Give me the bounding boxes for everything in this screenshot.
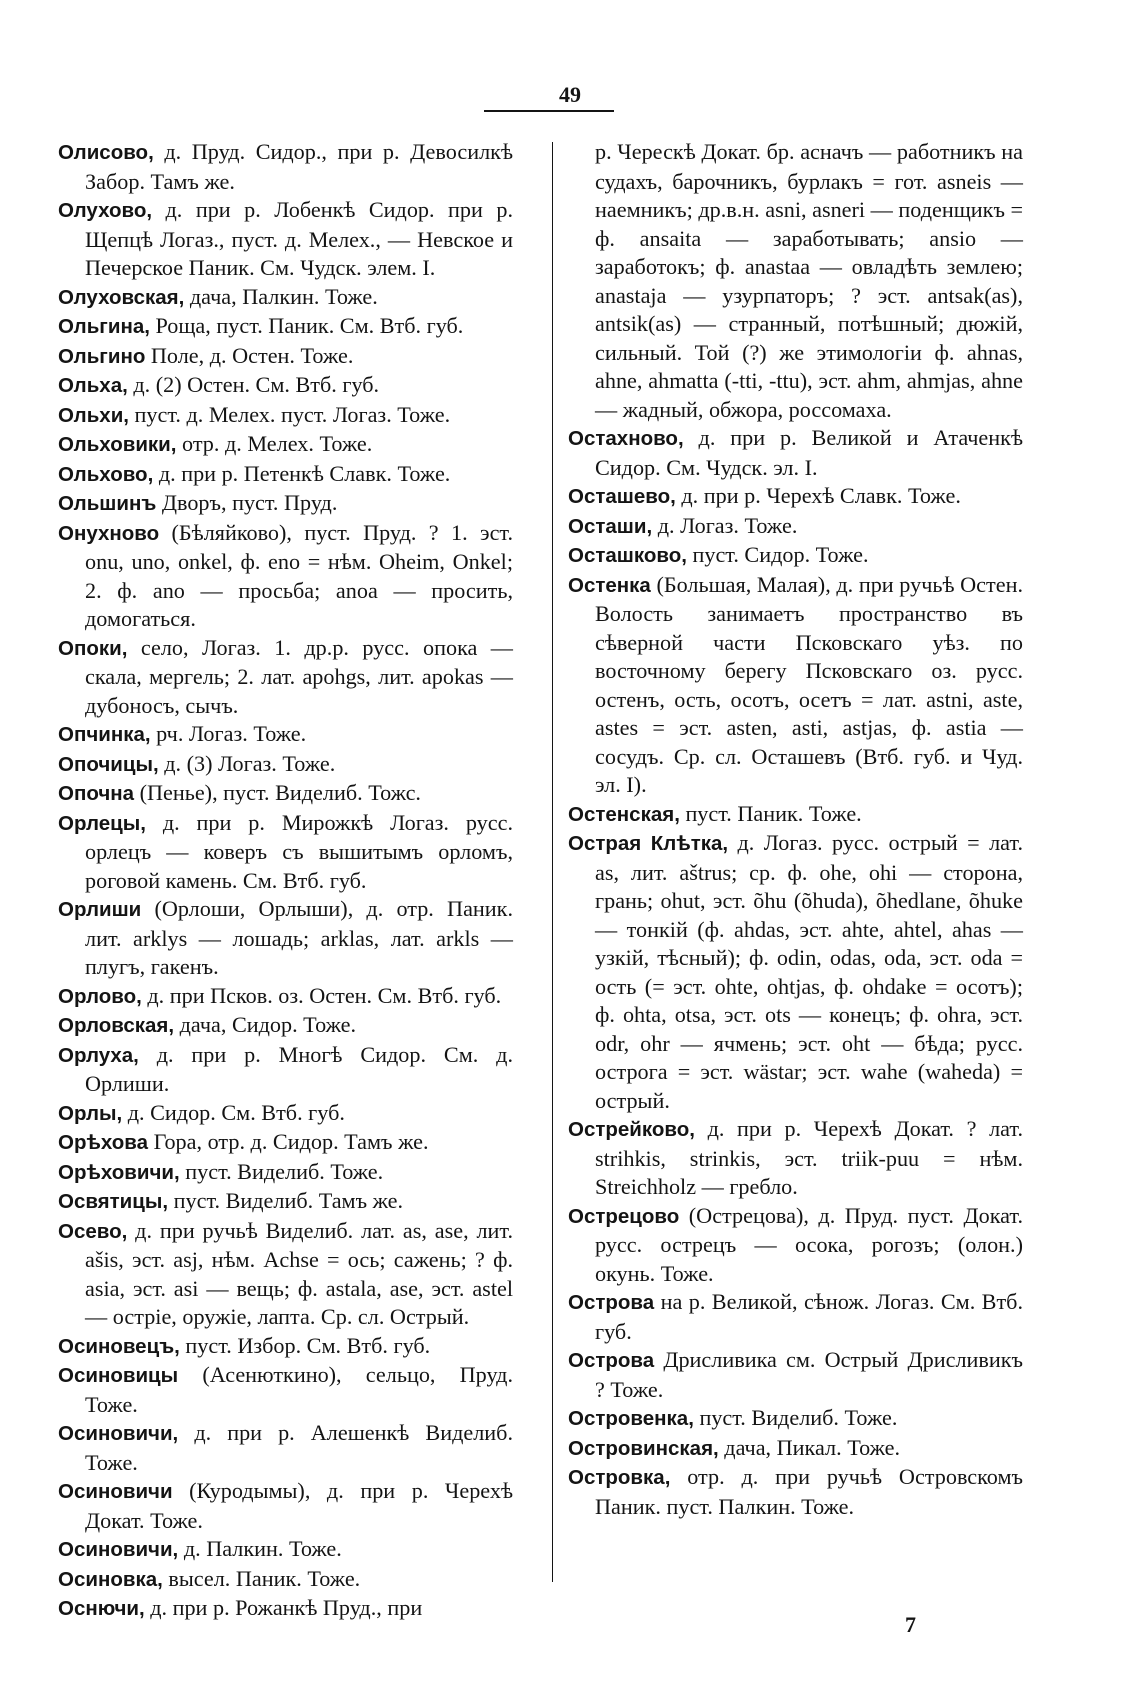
- entry-headword: Опчинка,: [58, 723, 151, 746]
- dictionary-entry: [58, 489, 513, 519]
- entry-text: на р. Великой, сѣнож. Логаз. См. Втб. губ.: [595, 1289, 1023, 1344]
- entry-text: д. Сидор. См. Втб. губ.: [122, 1099, 345, 1125]
- dictionary-entry: [58, 779, 513, 809]
- entry-headword: Орѣховичи,: [58, 1160, 180, 1184]
- entry-text: высел. Паник. Тоже.: [162, 1565, 361, 1591]
- dictionary-entry: [58, 430, 513, 460]
- dictionary-entry: [568, 1434, 1023, 1464]
- dictionary-entry: [568, 541, 1023, 571]
- dictionary-entry: [568, 424, 1023, 482]
- column-divider: [552, 142, 553, 1582]
- entry-text: (Орлоши, Орлыши), д. отр. Паник. лит. arklys — лошадь; arklas, лат. arkls — плугъ, гакенъ.: [85, 896, 513, 979]
- entry-headword: Осево,: [58, 1219, 128, 1243]
- entry-headword: Олисово,: [58, 141, 154, 164]
- entry-headword: Осиновичи,: [58, 1538, 179, 1561]
- entry-text: р. Черескѣ Докат. бр. асначъ — работникъ на судахъ, барочникъ, бурлакъ = гот. asneis — наемникъ; др.в.н. asni, asneri — поденщикъ = ф. ansaita — заработывать; ansio — заработокъ; ф. anastaa — овладѣть землею; anastaja — узурпаторъ; ? эст. antsak(as), antsik(as) — странный, потѣшный; дюжiй, сильный. Той (?) же этимологiи ф. ahnas, ahne, ahmatta (-tti, -ttu), эст. ahm, ahmjas, ahne — жадный, обжора, россомаха.: [595, 139, 1023, 422]
- entry-headword: Островка,: [568, 1466, 671, 1489]
- entry-text: (Пенье), пуст. Виделиб. Тожс.: [134, 780, 421, 805]
- entry-headword: Опочицы,: [58, 752, 159, 776]
- entry-text: дача, Сидор. Тоже.: [174, 1012, 357, 1037]
- dictionary-entry: [58, 1128, 513, 1158]
- entry-headword: Онухново: [58, 521, 160, 545]
- entry-text: (Асенюткино), сельцо, Пруд. Тоже.: [85, 1362, 513, 1417]
- entry-headword: Осиновичи,: [58, 1422, 179, 1445]
- entry-headword: Острецово: [568, 1204, 680, 1228]
- left-column: [58, 138, 513, 1624]
- dictionary-entry: [568, 1288, 1023, 1346]
- entry-text: Поле, д. Остен. Тоже.: [145, 342, 354, 368]
- entry-text: (Большая, Малая), д. при ручьѣ Остен. Волость занимаетъ пространство въ сѣверной части Псковскаго уѣз. по восточному берегу Псковскаго оз. русс. остенъ, ость, осотъ, осетъ = лат. astni, aste, astes = эст. asten, asti, astjas, ф. astia — сосудъ. Ср. сл. Осташевъ (Втб. губ. и Чуд. эл. I).: [595, 571, 1023, 797]
- entry-headword: Осиновичи: [58, 1480, 173, 1503]
- dictionary-entry: [568, 1115, 1023, 1202]
- entry-text: пуст. Паник. Тоже.: [679, 800, 862, 826]
- entry-headword: Опоки,: [58, 636, 128, 660]
- entry-text: дача, Пикал. Тоже.: [718, 1434, 901, 1460]
- entry-headword: Ольхи,: [58, 403, 129, 427]
- entry-headword: Орлы,: [58, 1101, 123, 1125]
- dictionary-entry: [58, 1187, 513, 1217]
- entry-text: (Острецова), д. Пруд. пуст. Докат. русс. острецъ — осока, рогозъ; (олон.) окунь. Тоже.: [595, 1202, 1023, 1286]
- entry-text: д. при р. Петенкѣ Славк. Тоже.: [153, 460, 451, 486]
- dictionary-entry: [58, 138, 513, 196]
- entry-text: д. при ручьѣ Виделиб. лат. as, ase, лит. ašis, эст. asj, нѣм. Achse = ось; сажень; ? ф. asia, эст. asi — вещь; ф. astala, ase, эст. astel — острiе, оружiе, лапта. Ср. сл. Острый.: [85, 1217, 513, 1329]
- dictionary-entry: [58, 720, 513, 750]
- entry-headword: Осташково,: [568, 544, 687, 567]
- entry-headword: Ольгина,: [58, 315, 150, 338]
- dictionary-entry: [568, 1202, 1023, 1289]
- entry-headword: Освятицы,: [58, 1190, 169, 1213]
- entry-text: д. при р. Черехѣ Докат. ? лат. strihkis, strinkis, эст. triik-puu = нѣм. Streichholz — гребло.: [595, 1116, 1023, 1199]
- entry-text: пуст. Виделиб. Тоже.: [179, 1158, 384, 1184]
- entry-headword: Ольха,: [58, 374, 128, 397]
- entry-text: д. при р. Лобенкѣ Сидор. при р. Щепцѣ Логаз., пуст. д. Мелех., — Невское и Печерское Паник. См. Чудск. элем. I.: [85, 197, 513, 280]
- dictionary-entry: [58, 1477, 513, 1535]
- dictionary-entry: [58, 809, 513, 896]
- header-rule: [484, 110, 614, 112]
- entry-headword: Осиновицы: [58, 1364, 179, 1387]
- entry-text: д. при р. Черехѣ Славк. Тоже.: [675, 483, 961, 508]
- entry-headword: Острова: [568, 1349, 655, 1372]
- entry-headword: Орлуха,: [58, 1043, 139, 1067]
- dictionary-entry: [568, 482, 1023, 512]
- entry-headword: Острова: [568, 1291, 655, 1314]
- entry-text: Роща, пуст. Паник. См. Втб. губ.: [149, 313, 464, 338]
- entry-text: д. при р. Многѣ Сидор. См. д. Орлиши.: [85, 1041, 513, 1096]
- dictionary-entry: [58, 196, 513, 283]
- entry-text: д. Логаз. русс. острый = лат. as, лит. aštrus; ср. ф. ohe, ohi — сторона, грань; ohut, эст. õhu (õhuda), õhedlane, õhuke — тонкiй (ф. ahdas, эст. ahte, ahtel, ahas — узкiй, тѣсный); ф. odin, odas, oda, эст. oda = ость (= эст. ohte, ohtjas, ф. ohdake = осотъ); ф. ohta, otsa, эст. ots — конецъ; ф. ohra, эст. odr, ohr — ячмень; эст. oht — бѣда; русс. острога = эст. wästar; эст. wahe (waheda) = острый.: [595, 830, 1023, 1113]
- entry-text: пуст. Избор. См. Втб. губ.: [179, 1332, 431, 1358]
- entry-headword: Осиновка,: [58, 1567, 163, 1591]
- entry-text: отр. д. при ручьѣ Островскомъ Паник. пуст. Палкин. Тоже.: [595, 1464, 1023, 1519]
- entry-text: отр. д. Мелех. Тоже.: [176, 431, 373, 456]
- entry-headword: Острейково,: [568, 1118, 695, 1141]
- dictionary-entry: [58, 634, 513, 721]
- dictionary-entry: [568, 800, 1023, 830]
- dictionary-entry: [58, 1419, 513, 1477]
- entry-headword: Ольховики,: [58, 433, 177, 456]
- entry-headword: Острая Клѣтка,: [568, 832, 729, 855]
- dictionary-entry: [58, 371, 513, 401]
- page-number: 49: [559, 82, 581, 107]
- entry-text: д. (3) Логаз. Тоже.: [158, 750, 336, 776]
- entry-text: пуст. Виделиб. Тамъ же.: [168, 1188, 404, 1213]
- entry-headword: Олухово,: [58, 199, 153, 222]
- entry-headword: Орлово,: [58, 984, 142, 1008]
- dictionary-entry: [568, 138, 1023, 424]
- entry-text: (Бѣляйково), пуст. Пруд. ? 1. эст. onu, uno, onkel, ф. eno = нѣм. Oheim, Onkel; 2. ф. ano — просьба; anoa — просить, домогаться.: [85, 519, 513, 631]
- entry-text: Дворъ, пуст. Пруд.: [156, 490, 338, 515]
- dictionary-entry: [58, 750, 513, 780]
- dictionary-entry: [58, 1565, 513, 1595]
- dictionary-entry: [58, 519, 513, 634]
- dictionary-entry: [58, 1158, 513, 1188]
- entry-headword: Островинская,: [568, 1436, 719, 1460]
- entry-headword: Ольхово,: [58, 462, 154, 486]
- dictionary-entry: [568, 512, 1023, 542]
- entry-text: д. при Псков. оз. Остен. См. Втб. губ.: [141, 982, 502, 1008]
- entry-headword: Осташево,: [568, 485, 676, 508]
- dictionary-entry: [58, 1361, 513, 1419]
- dictionary-entry: [58, 1594, 513, 1624]
- entry-headword: Оснючи,: [58, 1597, 145, 1620]
- entry-text: д. Пруд. Сидор., при р. Девосилкѣ Забор. Тамъ же.: [85, 139, 513, 194]
- dictionary-entry: [58, 1099, 513, 1129]
- entry-text: д. Палкин. Тоже.: [178, 1536, 342, 1561]
- dictionary-entry: [58, 460, 513, 490]
- dictionary-entry: [568, 1463, 1023, 1521]
- dictionary-entry: [58, 312, 513, 342]
- entry-text: д. Логаз. Тоже.: [652, 512, 798, 538]
- entry-text: д. при р. Алешенкѣ Виделиб. Тоже.: [85, 1420, 513, 1475]
- signature-mark: 7: [905, 1612, 916, 1637]
- entry-headword: Ольшинъ: [58, 492, 157, 515]
- entry-headword: Олуховская,: [58, 285, 185, 309]
- entry-text: село, Логаз. 1. др.р. русс. опока — скала, мергель; 2. лат. apohgs, лит. apokas — дубоносъ, сычъ.: [85, 634, 513, 718]
- entry-text: пуст. Сидор. Тоже.: [686, 542, 869, 567]
- entry-headword: Осташи,: [568, 514, 653, 538]
- entry-headword: Островенка,: [568, 1407, 694, 1430]
- entry-headword: Опочна: [58, 782, 135, 805]
- entry-headword: Орлиши: [58, 898, 142, 921]
- entry-headword: Орѣхова: [58, 1131, 149, 1154]
- entry-headword: Остенская,: [568, 802, 680, 826]
- dictionary-entry: [568, 829, 1023, 1115]
- entry-text: д. при р. Рожанкѣ Пруд., при: [144, 1595, 423, 1620]
- entry-text: (Куродымы), д. при р. Черехѣ Докат. Тоже.: [85, 1478, 513, 1533]
- entry-text: д. (2) Остен. См. Втб. губ.: [127, 372, 380, 397]
- entry-text: дача, Палкин. Тоже.: [184, 283, 378, 309]
- entry-headword: Ольгино: [58, 344, 146, 368]
- entry-text: д. при р. Великой и Атаченкѣ Сидор. См. Чудск. эл. I.: [595, 425, 1023, 480]
- entry-text: д. при р. Мирожкѣ Логаз. русс. орлецъ — коверъ съ вышитымъ орломъ, роговой камень. См. Втб. губ.: [85, 809, 513, 893]
- entry-text: рч. Логаз. Тоже.: [150, 721, 307, 746]
- dictionary-entry: [58, 1011, 513, 1041]
- dictionary-entry: [58, 982, 513, 1012]
- dictionary-entry: [568, 1346, 1023, 1404]
- dictionary-entry: [58, 1535, 513, 1565]
- right-column: [568, 138, 1023, 1521]
- dictionary-entry: [58, 401, 513, 431]
- entry-text: пуст. д. Мелех. пуст. Логаз. Тоже.: [129, 401, 451, 427]
- entry-headword: Остенка: [568, 573, 651, 597]
- dictionary-entry: [58, 1332, 513, 1362]
- dictionary-entry: [58, 342, 513, 372]
- entry-text: Дрисливика см. Острый Дрисливикъ ? Тоже.: [595, 1347, 1023, 1402]
- entry-headword: Орловская,: [58, 1014, 175, 1037]
- entry-text: пуст. Виделиб. Тоже.: [693, 1405, 898, 1430]
- entry-headword: Осиновецъ,: [58, 1334, 180, 1358]
- dictionary-entry: [568, 571, 1023, 800]
- entry-headword: Орлецы,: [58, 811, 146, 835]
- entry-text: Гора, отр. д. Сидор. Тамъ же.: [148, 1129, 429, 1154]
- dictionary-entry: [58, 1217, 513, 1332]
- dictionary-entry: [568, 1404, 1023, 1434]
- dictionary-entry: [58, 283, 513, 313]
- dictionary-entry: [58, 895, 513, 982]
- dictionary-entry: [58, 1041, 513, 1099]
- entry-headword: Остахново,: [568, 427, 684, 450]
